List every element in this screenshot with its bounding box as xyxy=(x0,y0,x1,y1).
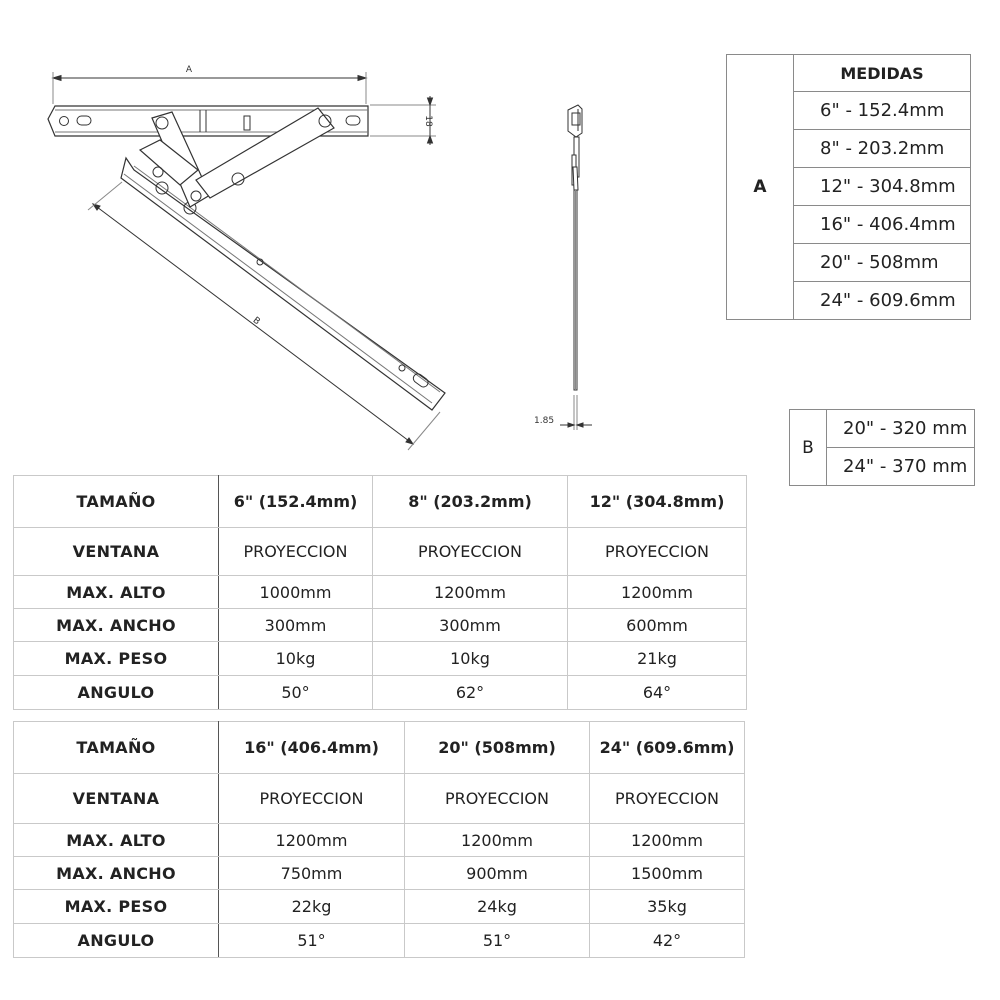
medidas-table xyxy=(726,54,971,320)
spec-cell: 1500mm xyxy=(590,857,745,890)
spec-cell: 64° xyxy=(568,676,747,710)
spec-cell: 51° xyxy=(405,924,590,958)
medidas-row-label: A xyxy=(727,55,794,320)
spec-cell: 900mm xyxy=(405,857,590,890)
spec-cell: PROYECCION xyxy=(590,774,745,824)
spec-cell: 1000mm xyxy=(219,576,373,609)
spec-size-header: 12" (304.8mm) xyxy=(568,476,747,528)
medidas-value: 6" - 152.4mm xyxy=(794,92,971,130)
spec-cell: 35kg xyxy=(590,890,745,924)
spec-header-label: TAMAÑO xyxy=(14,476,219,528)
spec-size-header: 6" (152.4mm) xyxy=(219,476,373,528)
medidas-header: MEDIDAS xyxy=(794,55,971,92)
medidas-value: 24" - 609.6mm xyxy=(794,282,971,320)
medidas-value: 16" - 406.4mm xyxy=(794,206,971,244)
spec-row-label: VENTANA xyxy=(14,774,219,824)
spec-size-header: 24" (609.6mm) xyxy=(590,722,745,774)
spec-cell: PROYECCION xyxy=(219,774,405,824)
spec-table-large-sizes xyxy=(13,721,745,958)
spec-cell: 600mm xyxy=(568,609,747,642)
dimension-a-label: A xyxy=(185,65,193,75)
medidas-b-row-label: B xyxy=(790,410,827,486)
spec-cell: 1200mm xyxy=(568,576,747,609)
medidas-b-value: 24" - 370 mm xyxy=(827,448,975,486)
spec-cell: 10kg xyxy=(219,642,373,676)
spec-cell: 22kg xyxy=(219,890,405,924)
spec-cell: 1200mm xyxy=(405,824,590,857)
spec-cell: 42° xyxy=(590,924,745,958)
thickness-label: 1.85 xyxy=(534,416,555,426)
spec-cell: 750mm xyxy=(219,857,405,890)
spec-row-label: MAX. PESO xyxy=(14,890,219,924)
dimension-b-label: B xyxy=(250,315,262,328)
spec-row-label: VENTANA xyxy=(14,528,219,576)
hinge-side-view-drawing xyxy=(520,95,600,440)
medidas-value: 12" - 304.8mm xyxy=(794,168,971,206)
spec-size-header: 20" (508mm) xyxy=(405,722,590,774)
spec-cell: PROYECCION xyxy=(219,528,373,576)
spec-row-label: MAX. PESO xyxy=(14,642,219,676)
long-arm xyxy=(121,158,445,410)
spec-cell: 10kg xyxy=(373,642,568,676)
spec-cell: 300mm xyxy=(373,609,568,642)
spec-cell: 51° xyxy=(219,924,405,958)
medidas-b-table xyxy=(789,409,975,486)
spec-row-label: MAX. ALTO xyxy=(14,824,219,857)
medidas-b-value: 20" - 320 mm xyxy=(827,410,975,448)
spec-cell: 1200mm xyxy=(219,824,405,857)
dimension-height-label: 18 xyxy=(423,115,433,127)
spec-cell: 24kg xyxy=(405,890,590,924)
spec-size-header: 8" (203.2mm) xyxy=(373,476,568,528)
spec-cell: 21kg xyxy=(568,642,747,676)
spec-row-label: ANGULO xyxy=(14,676,219,710)
spec-cell: 300mm xyxy=(219,609,373,642)
medidas-value: 8" - 203.2mm xyxy=(794,130,971,168)
spec-cell: PROYECCION xyxy=(405,774,590,824)
spec-cell: 50° xyxy=(219,676,373,710)
spec-row-label: MAX. ANCHO xyxy=(14,857,219,890)
spec-row-label: ANGULO xyxy=(14,924,219,958)
spec-row-label: MAX. ALTO xyxy=(14,576,219,609)
spec-cell: 1200mm xyxy=(373,576,568,609)
hinge-front-view-drawing xyxy=(0,0,470,470)
spec-row-label: MAX. ANCHO xyxy=(14,609,219,642)
spec-cell: PROYECCION xyxy=(568,528,747,576)
spec-cell: PROYECCION xyxy=(373,528,568,576)
spec-cell: 62° xyxy=(373,676,568,710)
spec-cell: 1200mm xyxy=(590,824,745,857)
spec-header-label: TAMAÑO xyxy=(14,722,219,774)
spec-table-small-sizes xyxy=(13,475,747,710)
spec-size-header: 16" (406.4mm) xyxy=(219,722,405,774)
medidas-value: 20" - 508mm xyxy=(794,244,971,282)
